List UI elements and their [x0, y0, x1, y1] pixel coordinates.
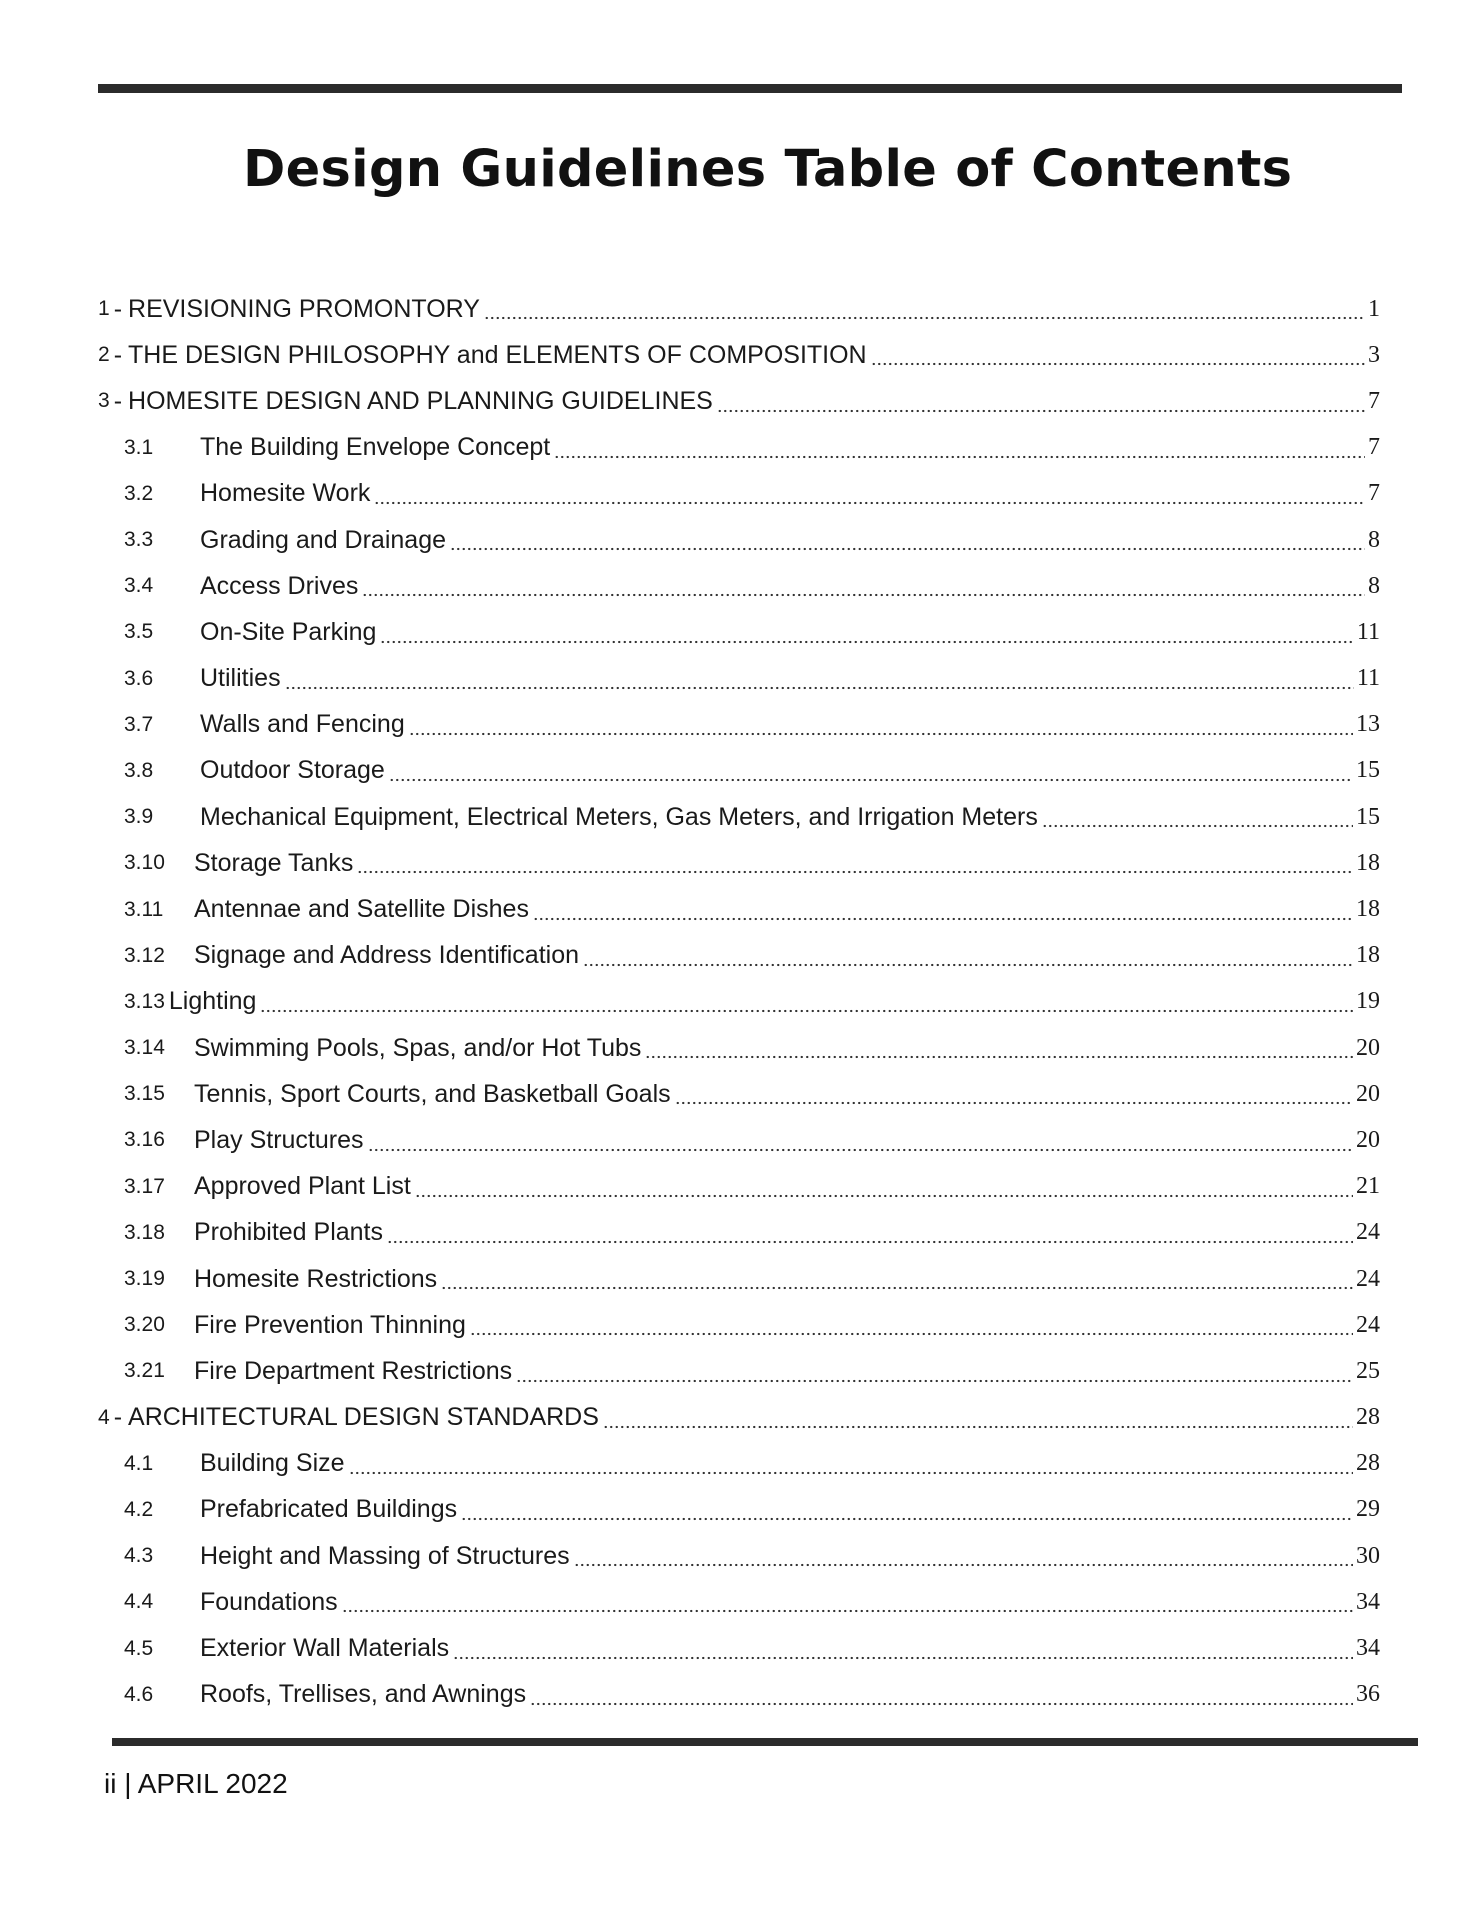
toc-entry-title: Lighting [168, 987, 257, 1016]
toc-entry[interactable] [98, 1672, 1380, 1718]
toc-entry-page-number: 34 [1356, 1635, 1380, 1662]
toc-entry-title: Play Structures [194, 1125, 364, 1154]
dot-leader [554, 439, 1365, 459]
toc-entry-title: Mechanical Equipment, Electrical Meters, Gas Meters, and Irrigation Meters [200, 802, 1038, 831]
page-title: Design Guidelines Table of Contents [243, 140, 1293, 199]
toc-entry-title: HOMESITE DESIGN AND PLANNING GUIDELINES [128, 386, 713, 415]
toc-entry-number: 3.19 [124, 1267, 165, 1291]
toc-entry-page-number: 15 [1356, 757, 1380, 784]
toc-entry-title: Antennae and Satellite Dishes [194, 895, 529, 924]
toc-entry-page-number: 24 [1356, 1219, 1380, 1246]
toc-entry[interactable] [98, 1395, 1380, 1441]
toc-entry-page-number: 8 [1368, 572, 1380, 599]
toc-entry-number: 3.6 [124, 666, 154, 690]
toc-entry-number: 3.8 [124, 758, 154, 782]
toc-entry-page-number: 11 [1356, 618, 1380, 645]
dot-leader [342, 1593, 1353, 1613]
toc-entry-page-number: 18 [1356, 896, 1380, 923]
toc-entry-number: 3.9 [124, 805, 154, 829]
toc-entry-number: 3.12 [124, 943, 165, 967]
toc-entry-title: The Building Envelope Concept [200, 433, 551, 462]
toc-entry-page-number: 19 [1356, 988, 1380, 1015]
toc-entry[interactable] [98, 563, 1380, 609]
toc-entry-title: Exterior Wall Materials [200, 1634, 450, 1663]
toc-entry-number: 3.14 [124, 1036, 165, 1060]
toc-entry[interactable] [98, 609, 1380, 655]
dot-leader [409, 716, 1353, 736]
toc-entry-title: Utilities [200, 664, 281, 693]
toc-entry-title: Roofs, Trellises, and Awnings [200, 1680, 527, 1709]
dot-leader [450, 531, 1365, 551]
toc-entry-title: Approved Plant List [194, 1172, 411, 1201]
toc-entry-title: Storage Tanks [194, 848, 354, 877]
toc-entry-number: 3.21 [124, 1359, 165, 1383]
toc-entry-page-number: 15 [1356, 803, 1380, 830]
toc-entry[interactable] [98, 1164, 1380, 1210]
toc-entry[interactable] [98, 286, 1380, 332]
toc-entry-number: 4.6 [124, 1682, 154, 1706]
toc-entry-page-number: 20 [1356, 1034, 1380, 1061]
dot-leader [470, 1316, 1353, 1336]
dot-leader [357, 854, 1353, 874]
toc-entry-title: Building Size [200, 1449, 345, 1478]
page-footer: ii | APRIL 2022 [104, 1768, 288, 1799]
toc-entry-page-number: 24 [1356, 1311, 1380, 1338]
dot-leader [645, 1039, 1353, 1059]
toc-entry-separator: - [113, 340, 123, 369]
dot-leader [516, 1363, 1353, 1383]
table-of-contents [98, 286, 1380, 1718]
toc-entry-page-number: 7 [1368, 480, 1380, 507]
toc-entry-number: 3.11 [124, 897, 164, 921]
toc-entry[interactable] [98, 1071, 1380, 1117]
toc-entry-title: Fire Department Restrictions [194, 1356, 513, 1385]
toc-entry-number: 3 [98, 389, 110, 413]
toc-entry-title: Outdoor Storage [200, 756, 385, 785]
toc-entry-page-number: 20 [1356, 1126, 1380, 1153]
bottom-rule [112, 1738, 1418, 1746]
toc-entry-number: 4.5 [124, 1636, 154, 1660]
dot-leader [415, 1178, 1353, 1198]
dot-leader [1042, 808, 1353, 828]
toc-entry-number: 4.3 [124, 1544, 154, 1568]
dot-leader [374, 485, 1365, 505]
dot-leader [484, 300, 1365, 320]
dot-leader [285, 670, 1354, 690]
dot-leader [533, 901, 1353, 921]
toc-entry-number: 3.4 [124, 574, 154, 598]
toc-entry-page-number: 24 [1356, 1265, 1380, 1292]
toc-entry-title: On-Site Parking [200, 617, 377, 646]
toc-entry-title: REVISIONING PROMONTORY [128, 294, 480, 323]
toc-entry-title: Homesite Restrictions [194, 1264, 438, 1293]
toc-entry-title: Walls and Fencing [200, 710, 405, 739]
toc-entry-page-number: 1 [1368, 295, 1380, 322]
toc-entry-title: Access Drives [200, 571, 359, 600]
toc-entry-page-number: 13 [1356, 711, 1380, 738]
toc-entry-title: Homesite Work [200, 479, 371, 508]
toc-entry-page-number: 8 [1368, 526, 1380, 553]
toc-entry-page-number: 20 [1356, 1080, 1380, 1107]
toc-entry[interactable] [98, 748, 1380, 794]
toc-entry-title: Height and Massing of Structures [200, 1541, 570, 1570]
toc-entry[interactable] [98, 378, 1380, 424]
dot-leader [530, 1686, 1353, 1706]
toc-entry-number: 4.4 [124, 1590, 154, 1614]
toc-entry[interactable] [98, 471, 1380, 517]
toc-entry-page-number: 18 [1356, 942, 1380, 969]
toc-entry-title: Foundations [200, 1587, 338, 1616]
dot-leader [441, 1270, 1353, 1290]
toc-entry[interactable] [98, 840, 1380, 886]
dot-leader [574, 1547, 1353, 1567]
toc-entry-page-number: 21 [1356, 1173, 1380, 1200]
toc-entry[interactable] [98, 1025, 1380, 1071]
dot-leader [717, 393, 1365, 413]
dot-leader [260, 993, 1353, 1013]
toc-entry-page-number: 25 [1356, 1357, 1380, 1384]
toc-entry[interactable] [98, 1579, 1380, 1625]
toc-entry[interactable] [98, 886, 1380, 932]
toc-entry-number: 4.1 [124, 1451, 154, 1475]
toc-entry-number: 3.20 [124, 1313, 165, 1337]
toc-entry[interactable] [98, 1441, 1380, 1487]
dot-leader [380, 624, 1353, 644]
toc-entry-title: Fire Prevention Thinning [194, 1310, 466, 1339]
toc-entry-page-number: 11 [1356, 665, 1380, 692]
toc-entry-title: Tennis, Sport Courts, and Basketball Goals [194, 1079, 671, 1108]
toc-entry[interactable] [98, 1117, 1380, 1163]
toc-entry-page-number: 30 [1356, 1542, 1380, 1569]
dot-leader [349, 1455, 1353, 1475]
dot-leader [583, 947, 1353, 967]
toc-entry-number: 3.3 [124, 528, 154, 552]
toc-entry-page-number: 28 [1356, 1450, 1380, 1477]
toc-entry-page-number: 18 [1356, 849, 1380, 876]
toc-entry-number: 2 [98, 343, 110, 367]
toc-entry-page-number: 7 [1368, 387, 1380, 414]
toc-entry-number: 1 [98, 297, 110, 321]
toc-entry[interactable] [98, 1625, 1380, 1671]
toc-entry-number: 3.18 [124, 1220, 165, 1244]
toc-entry-number: 3.7 [124, 712, 154, 736]
toc-entry-title: ARCHITECTURAL DESIGN STANDARDS [128, 1403, 599, 1432]
dot-leader [387, 1224, 1353, 1244]
toc-entry-number: 3.5 [124, 620, 154, 644]
dot-leader [603, 1409, 1353, 1429]
top-rule [98, 84, 1402, 93]
dot-leader [461, 1501, 1353, 1521]
toc-entry[interactable] [98, 1210, 1380, 1256]
toc-entry[interactable] [98, 1256, 1380, 1302]
dot-leader [362, 577, 1365, 597]
toc-entry[interactable] [98, 332, 1380, 378]
dot-leader [453, 1640, 1353, 1660]
toc-entry-separator: - [113, 1403, 123, 1432]
toc-entry-title: THE DESIGN PHILOSOPHY and ELEMENTS OF COMPOSITION [128, 340, 867, 369]
toc-entry-page-number: 7 [1368, 434, 1380, 461]
toc-entry[interactable] [98, 979, 1380, 1025]
toc-entry-number: 4 [98, 1405, 110, 1429]
toc-entry[interactable] [98, 794, 1380, 840]
dot-leader [871, 346, 1365, 366]
toc-entry[interactable] [98, 1533, 1380, 1579]
toc-entry-number: 3.16 [124, 1128, 165, 1152]
toc-entry-page-number: 28 [1356, 1404, 1380, 1431]
dot-leader [389, 762, 1353, 782]
toc-entry-number: 3.2 [124, 481, 154, 505]
toc-entry[interactable] [98, 1487, 1380, 1533]
toc-entry[interactable] [98, 656, 1380, 702]
toc-entry-separator: - [113, 294, 123, 323]
toc-entry-title: Signage and Address Identification [194, 941, 579, 970]
toc-entry-title: Swimming Pools, Spas, and/or Hot Tubs [194, 1033, 642, 1062]
toc-entry[interactable] [98, 517, 1380, 563]
toc-entry[interactable] [98, 933, 1380, 979]
toc-entry-title: Prefabricated Buildings [200, 1495, 458, 1524]
toc-entry[interactable] [98, 1348, 1380, 1394]
toc-entry-title: Grading and Drainage [200, 525, 446, 554]
toc-entry-number: 3.13 [124, 989, 165, 1013]
toc-entry[interactable] [98, 702, 1380, 748]
dot-leader [675, 1085, 1353, 1105]
toc-entry-page-number: 36 [1356, 1681, 1380, 1708]
dot-leader [368, 1132, 1353, 1152]
toc-entry-page-number: 3 [1368, 341, 1380, 368]
toc-entry-page-number: 34 [1356, 1588, 1380, 1615]
toc-entry[interactable] [98, 425, 1380, 471]
toc-entry-page-number: 29 [1356, 1496, 1380, 1523]
toc-entry-title: Prohibited Plants [194, 1218, 384, 1247]
toc-entry-number: 3.10 [124, 851, 165, 875]
toc-entry-separator: - [113, 386, 123, 415]
toc-entry-number: 4.2 [124, 1497, 154, 1521]
toc-entry-number: 3.15 [124, 1082, 165, 1106]
toc-entry-number: 3.17 [124, 1174, 165, 1198]
toc-entry-number: 3.1 [124, 435, 154, 459]
toc-entry[interactable] [98, 1302, 1380, 1348]
